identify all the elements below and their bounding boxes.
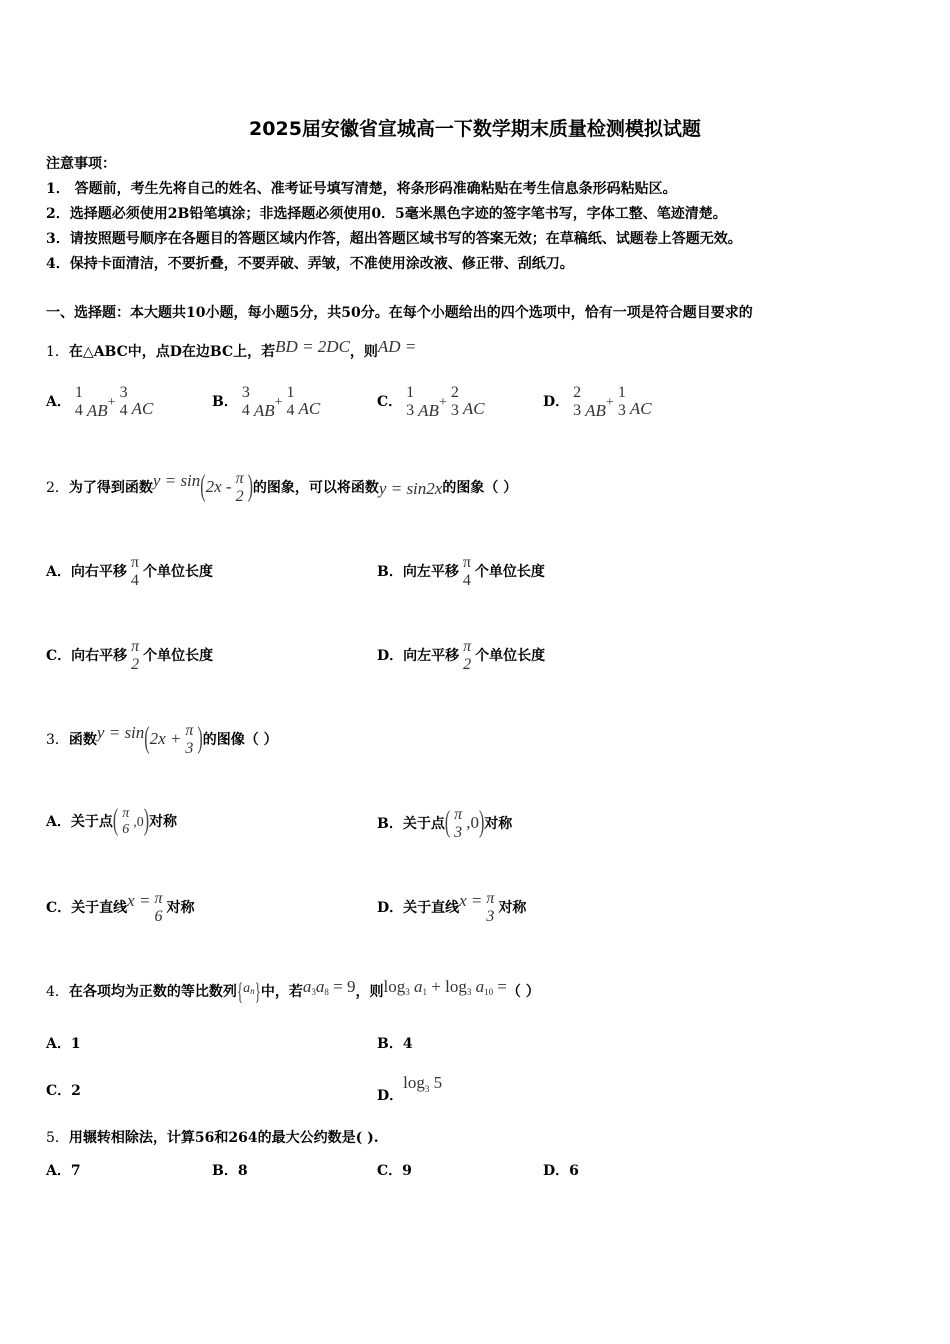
option-d[interactable]: D．6 [543, 1163, 579, 1179]
notice-item: 1． 答题前，考生先将自己的姓名、准考证号填写清楚，将条形码准确粘贴在考生信息条形码粘贴区。 [46, 181, 677, 197]
option-d[interactable]: D．向左平移 π 2 个单位长度 [377, 638, 546, 673]
notice-item: 4．保持卡面清洁，不要折叠，不要弄破、弄皱，不准使用涂改液、修正带、刮纸刀。 [46, 256, 574, 272]
question-number: 1． [46, 344, 69, 360]
math-ask: AD = [377, 337, 417, 356]
question-4: 4．在各项均为正数的等比数列$\{a^n\}$中，若a3a8 = 9，则log3 a1 + log3 a10 =（ ） [46, 976, 540, 1006]
question-number: 5． [46, 1130, 69, 1146]
question-5: 5．用辗转相除法，计算56和264的最大公约数是( ). [46, 1130, 379, 1146]
page-title: 2025届安徽省宣城高一下数学期末质量检测模拟试题 [249, 118, 701, 140]
option-b[interactable]: B．8 [212, 1163, 248, 1179]
option-b[interactable]: B．4 [377, 1036, 413, 1052]
option-a[interactable]: A．关于点( π 6 ,0)对称 [46, 804, 178, 838]
question-2: 2．为了得到函数y = sin(2x - π 2 )的图象，可以将函数y = sin2x的图象（ ） [46, 470, 518, 505]
notice-heading: 注意事项： [46, 156, 116, 172]
question-1: 1．在△ABC中，点D在边BC上，若BD = 2DC，则AD = [46, 337, 417, 360]
option-c[interactable]: C． 1 3 AB+ 2 3 AC [377, 384, 485, 420]
option-c[interactable]: C．关于直线x = π 6 对称 [46, 890, 195, 925]
math-condition: BD = 2DC [275, 337, 350, 356]
option-c[interactable]: C．9 [377, 1163, 412, 1179]
option-c[interactable]: C．向右平移 π 2 个单位长度 [46, 638, 214, 673]
option-b[interactable]: B． 3 4 AB+ 1 4 AC [212, 384, 321, 420]
option-a[interactable]: A． 1 4 AB+ 3 4 AC [46, 384, 154, 420]
notice-item: 2．选择题必须使用2B铅笔填涂；非选择题必须使用0．5毫米黑色字迹的签字笔书写，字体工整、笔迹清楚。 [46, 206, 727, 222]
question-number: 3． [46, 732, 69, 748]
option-a[interactable]: A．1 [46, 1036, 81, 1052]
option-d[interactable]: D．$\log^3 5$ [377, 1073, 443, 1104]
option-b[interactable]: B．向左平移 π 4 个单位长度 [377, 554, 545, 589]
question-number: 2． [46, 480, 69, 496]
option-c[interactable]: C．2 [46, 1083, 81, 1099]
option-a[interactable]: A．向右平移 π 4 个单位长度 [46, 554, 213, 589]
notice-item: 3．请按照题号顺序在各题目的答题区域内作答，超出答题区域书写的答案无效；在草稿纸、试题卷上答题无效。 [46, 231, 742, 247]
option-b[interactable]: B．关于点( π 3 ,0)对称 [377, 806, 513, 841]
section-heading: 一、选择题：本大题共10小题，每小题5分，共50分。在每个小题给出的四个选项中，恰有一项是符合题目要求的 [46, 305, 753, 321]
question-3: 3．函数y = sin(2x + π 3 )的图像（ ） [46, 722, 278, 757]
option-d[interactable]: D．关于直线x = π 3 对称 [377, 890, 527, 925]
option-a[interactable]: A．7 [46, 1163, 81, 1179]
option-d[interactable]: D． 2 3 AB+ 1 3 AC [543, 384, 652, 420]
question-number: 4． [46, 984, 69, 1000]
